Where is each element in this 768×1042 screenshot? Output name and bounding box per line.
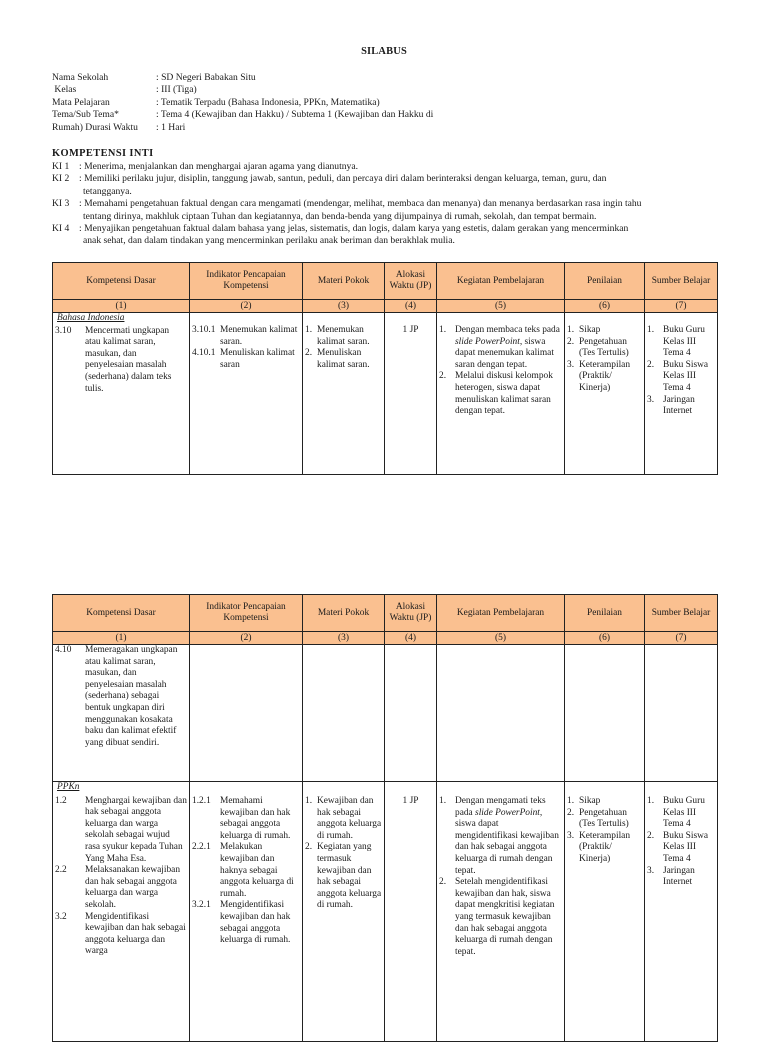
identity-block [52,72,712,134]
sumber-cell [645,313,718,475]
materi-text: Menemukan kalimat saran. [317,325,370,347]
table-row [53,782,718,1042]
column-number: (5) [437,632,565,645]
materi-text: Kegiatan yang termasuk kewajiban dan hak sebagai anggota keluarga di rumah. [317,842,382,911]
sumber-number: 3. [647,865,655,876]
sumber-text: Buku Guru Kelas III Tema 4 [663,325,705,359]
penilaian-text: Keterampilan (Praktik/ Kinerja) [579,359,631,393]
kegiatan-emphasis: slide PowerPoint [455,336,520,347]
alokasi-cell: 1 JP [385,782,437,1042]
column-header: Penilaian [565,595,645,632]
materi-cell [303,782,385,1042]
column-header: Materi Pokok [303,595,385,632]
table-header-row [53,595,718,632]
materi-number: 2. [305,348,313,359]
subject-label: PPKn [57,782,80,792]
materi-number: 1. [305,796,313,806]
meta-value: : SD Negeri Babakan Situ [156,72,256,83]
penilaian-text: Pengetahuan (Tes Tertulis) [579,807,629,830]
table-row [53,645,718,782]
kompetensi-inti-list [52,161,716,248]
table-row [53,313,718,475]
kegiatan-number: 2. [439,371,447,382]
meta-row [52,122,712,134]
indikator-number: 4.10.1 [192,348,216,359]
ki-text: : Menyajikan pengetahuan faktual dalam bahasa yang jelas, sistematis, dan logis, dalam karya yang estetis, dalam gerakan yang mencerminkan [79,223,629,235]
empty-cell [385,645,437,782]
column-number: (7) [645,632,718,645]
syllabus-table-2 [52,594,718,1042]
column-number: (7) [645,300,718,313]
alokasi-cell: 1 JP [385,313,437,475]
ki-code: KI 1 [52,161,70,172]
column-header: Indikator Pencapaian Kompetensi [190,595,303,632]
column-number: (3) [303,300,385,313]
sumber-number: 2. [647,830,655,841]
indikator-text: Menuliskan kalimat saran [220,348,295,370]
penilaian-number: 1. [567,325,575,335]
column-header: Penilaian [565,263,645,300]
penilaian-text: Pengetahuan (Tes Tertulis) [579,336,629,359]
sumber-text: Buku Siswa Kelas III Tema 4 [663,830,709,864]
kegiatan-text: Dengan mengamati teks pada [455,796,546,818]
column-header: Materi Pokok [303,263,385,300]
ki-text: : Memiliki perilaku jujur, disiplin, tanggung jawab, santun, peduli, dan percaya diri dalam berinteraksi dengan keluarga, teman, guru, dan [79,173,607,185]
indikator-text: Mengidentifikasi kewajiban dan hak sebagai anggota keluarga di rumah. [220,900,291,946]
penilaian-cell [565,313,645,475]
materi-text: Menuliskan kalimat saran. [317,348,370,370]
materi-number: 2. [305,842,313,853]
kd-text: Memeragakan ungkapan atau kalimat saran, masukan, dan penyelesaian masalah (sederhana) sebagai bentuk ungkapan diri menggunakan kosakata baku dan kalimat efektif yang dibuat sendiri. [85,645,178,748]
empty-cell [303,645,385,782]
column-header: Sumber Belajar [645,595,718,632]
ki-item [52,161,716,173]
kegiatan-cell [437,782,565,1042]
column-number: (3) [303,632,385,645]
indikator-cell [190,313,303,475]
column-header: Alokasi Waktu (JP) [385,595,437,632]
meta-label: Mata Pelajaran [52,96,110,108]
meta-label: Rumah) Durasi Waktu [52,121,138,133]
ki-text-continued: anak sehat, dan dalam tindakan yang mencerminkan perilaku anak beriman dan berakhlak mulia. [83,235,455,247]
sumber-cell [645,782,718,1042]
kegiatan-cell [437,313,565,475]
sumber-text: Buku Siswa Kelas III Tema 4 [663,359,709,393]
kd-text: Menghargai kewajiban dan hak sebagai anggota keluarga dan warga sekolah sebagai wujud rasa syukur kepada Tuhan Yang Maha Esa. [85,795,187,864]
column-number: (4) [385,632,437,645]
materi-number: 1. [305,325,313,335]
ki-text: : Memahami pengetahuan faktual dengan cara mengamati (mendengar, melihat, membaca dan menanya) dan menanya berdasarkan rasa ingin tahu [79,198,642,210]
sumber-text: Jaringan Internet [663,865,695,888]
meta-value: : Tema 4 (Kewajiban dan Hakku) / Subtema 1 (Kewajiban dan Hakku di [156,109,434,121]
penilaian-number: 1. [567,796,575,806]
column-number: (6) [565,632,645,645]
kegiatan-text: Setelah mengidentifikasi kewajiban dan hak, siswa dapat mengkritisi kegiatan yang termasuk kewajiban dan hak sebagai anggota keluarga di rumah dengan tepat. [455,877,555,957]
kd-number: 2.2 [55,865,67,876]
syllabus-table-1 [52,262,718,475]
kd-cell [53,645,190,782]
ki-item [52,173,716,198]
column-number: (2) [190,300,303,313]
kd-cell [53,313,190,475]
subject-label: Bahasa Indonesia [57,313,125,323]
indikator-text: Memahami kewajiban dan hak sebagai anggota keluarga di rumah. [220,796,291,841]
meta-row [52,84,712,96]
penilaian-text: Sikap [579,325,601,335]
column-number: (5) [437,300,565,313]
kompetensi-inti-heading: KOMPETENSI INTI [52,148,154,159]
kd-number: 3.10 [55,325,72,336]
indikator-text: Melakukan kewajiban dan haknya sebagai anggota keluarga di rumah. [220,842,294,899]
ki-text-continued: tentang dirinya, makhluk ciptaan Tuhan dan kegiatannya, dan benda-benda yang dijumpainya di rumah, sekolah, dan tempat bermain. [83,210,597,222]
kegiatan-number: 2. [439,877,447,888]
kd-number: 3.2 [55,911,67,922]
ki-text-continued: tetangganya. [83,185,132,197]
column-number: (1) [53,632,190,645]
column-number: (4) [385,300,437,313]
kd-number: 4.10 [55,645,72,655]
column-number: (1) [53,300,190,313]
column-number: (2) [190,632,303,645]
kd-text: Mengidentifikasi kewajiban dan hak sebagai anggota keluarga dan warga [85,911,186,957]
indikator-number: 3.10.1 [192,325,216,335]
column-header: Alokasi Waktu (JP) [385,263,437,300]
kd-text: Melaksanakan kewajiban dan hak sebagai anggota keluarga dan warga sekolah. [85,865,181,910]
penilaian-number: 2. [567,336,575,347]
kegiatan-number: 1. [439,796,447,806]
indikator-text: Menemukan kalimat saran. [220,325,298,347]
column-header: Kegiatan Pembelajaran [437,263,565,300]
ki-item [52,223,716,248]
indikator-number: 3.2.1 [192,900,211,911]
penilaian-number: 3. [567,830,575,841]
column-number-row [53,632,718,645]
ki-code: KI 3 [52,198,70,210]
meta-label: Kelas [52,84,77,96]
sumber-number: 1. [647,796,655,806]
sumber-number: 2. [647,359,655,370]
meta-value: : III (Tiga) [156,84,197,96]
meta-row [52,109,712,121]
meta-label: Nama Sekolah [52,72,109,83]
column-header: Kegiatan Pembelajaran [437,595,565,632]
sumber-number: 1. [647,325,655,335]
kegiatan-text: Dengan membaca teks pada [455,325,560,335]
ki-text: : Menerima, menjalankan dan menghargai ajaran agama yang dianutnya. [79,161,358,172]
column-header: Kompetensi Dasar [53,263,190,300]
sumber-number: 3. [647,394,655,405]
penilaian-text: Keterampilan (Praktik/ Kinerja) [579,830,631,864]
meta-label: Tema/Sub Tema* [52,109,119,121]
empty-cell [645,645,718,782]
sumber-text: Buku Guru Kelas III Tema 4 [663,796,705,830]
ki-code: KI 2 [52,173,70,185]
empty-cell [190,645,303,782]
sumber-text: Jaringan Internet [663,394,695,417]
indikator-cell [190,782,303,1042]
materi-text: Kewajiban dan hak sebagai anggota keluarga di rumah. [317,796,382,841]
ki-code: KI 4 [52,223,70,235]
column-header: Indikator Pencapaian Kompetensi [190,263,303,300]
column-header: Sumber Belajar [645,263,718,300]
kd-text: Mencermati ungkapan atau kalimat saran, masukan, dan penyelesaian masalah (sederhana) dalam teks tulis. [85,325,172,394]
empty-cell [437,645,565,782]
kegiatan-text: , siswa dapat menemukan kalimat saran dengan tepat. [455,336,554,370]
indikator-number: 2.2.1 [192,842,211,853]
kd-cell [53,782,190,1042]
document-title: SILABUS [361,46,407,57]
penilaian-number: 2. [567,807,575,818]
meta-row [52,72,712,84]
penilaian-cell [565,782,645,1042]
penilaian-number: 3. [567,359,575,370]
kegiatan-text: , siswa dapat mengidentifikasi kewajiban dan hak sebagai anggota keluarga di rumah dengan tepat. [455,807,559,876]
indikator-number: 1.2.1 [192,796,211,806]
column-header: Kompetensi Dasar [53,595,190,632]
penilaian-text: Sikap [579,796,601,806]
ki-item [52,198,716,223]
meta-row [52,97,712,109]
kegiatan-number: 1. [439,325,447,335]
column-number: (6) [565,300,645,313]
kegiatan-emphasis: slide PowerPoint [475,807,540,818]
empty-cell [565,645,645,782]
table-header-row [53,263,718,300]
materi-cell [303,313,385,475]
meta-value: : Tematik Terpadu (Bahasa Indonesia, PPKn, Matematika) [156,96,380,108]
kd-number: 1.2 [55,795,67,806]
column-number-row [53,300,718,313]
kegiatan-text: Melalui diskusi kelompok heterogen, siswa dapat menuliskan kalimat saran dengan tepat. [455,371,553,417]
meta-value: : 1 Hari [156,121,186,133]
